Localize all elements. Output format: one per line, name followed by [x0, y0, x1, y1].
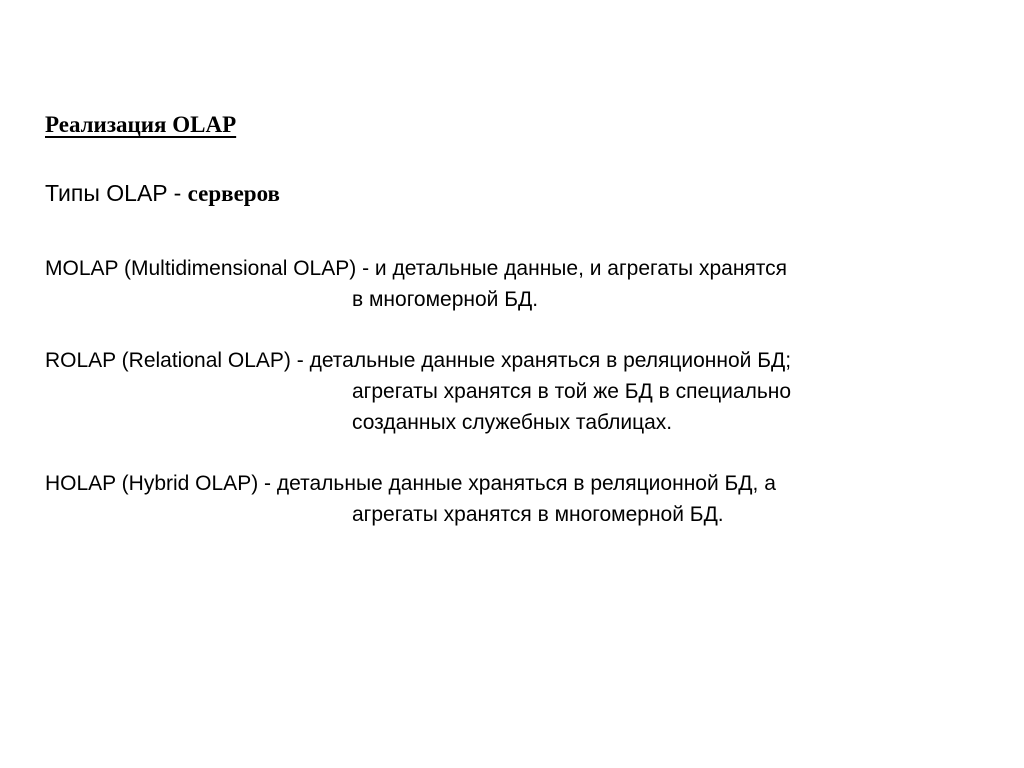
molap-description-line1: (Multidimensional OLAP) - и детальные данные, и агрегаты хранятся	[118, 257, 788, 280]
molap-entry	[45, 253, 787, 315]
section-heading-part1: Типы OLAP -	[45, 180, 188, 206]
section-heading-part2: серверов	[187, 181, 280, 206]
section-heading	[45, 180, 280, 207]
molap-description-line2: в многомерной БД.	[352, 288, 539, 311]
molap-term: MOLAP	[45, 257, 119, 280]
rolap-entry	[45, 345, 791, 438]
rolap-description-line3: созданных служебных таблицах.	[352, 411, 673, 434]
rolap-term: ROLAP	[45, 349, 116, 372]
rolap-description-line1: (Relational OLAP) - детальные данные храняться в реляционной БД;	[115, 349, 792, 372]
holap-term: HOLAP	[45, 472, 116, 495]
holap-description-line1: (Hybrid OLAP) - детальные данные храняться в реляционной БД, а	[115, 472, 776, 495]
holap-description-line2: агрегаты хранятся в многомерной БД.	[352, 503, 724, 526]
holap-entry	[45, 468, 776, 530]
rolap-description-line2: агрегаты хранятся в той же БД в специально	[352, 380, 792, 403]
slide-title: Реализация OLAP	[45, 112, 237, 137]
